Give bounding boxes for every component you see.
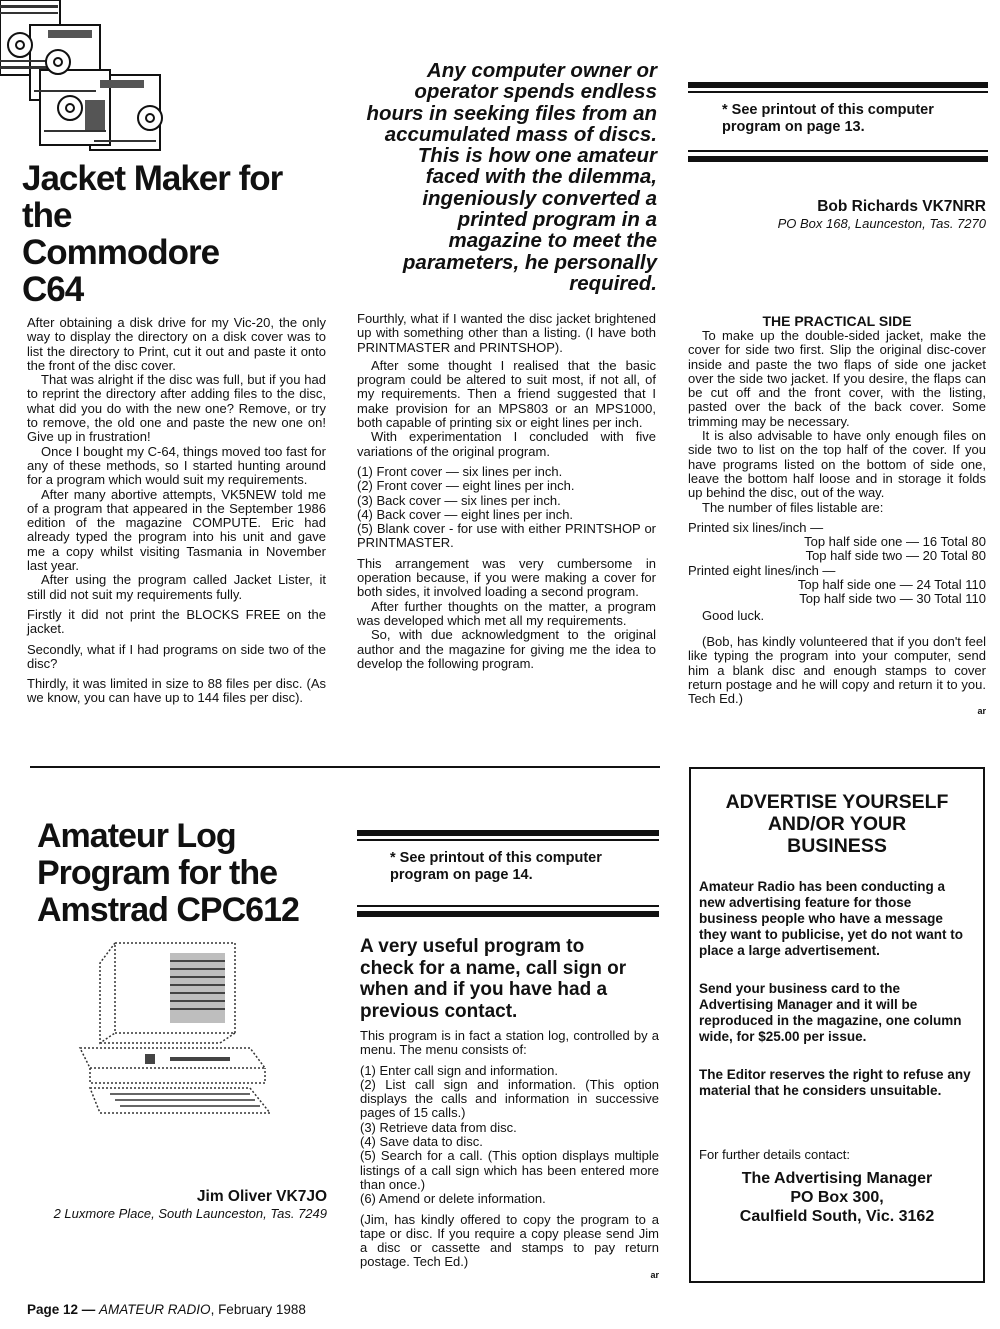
deck-line: parameters, he personally (402, 250, 657, 274)
article1-column2 (357, 312, 656, 671)
article1-column3 (688, 313, 986, 716)
subhead-line: A very useful program to (360, 936, 585, 957)
subhead-line: previous contact. (360, 1000, 518, 1022)
menu-list (360, 1064, 659, 1207)
note2-rule-top-thin (357, 839, 659, 841)
note-rule-top-thin (688, 91, 988, 93)
paragraph: To make up the double-sided jacket, make the cover for side two first. Slip the original disc-cover inside and paste the two flaps of side one jacket over the side two jacket. If you desire, the flaps can be cut off and the front cover, with the listing, pasted over the back of the back cover. Some trimming may be necessary. (688, 328, 986, 429)
article1-column1 (27, 316, 326, 712)
article2-title (37, 818, 357, 929)
note-line: * See printout of this computer (390, 850, 602, 866)
paragraph: Thirdly, it was limited in size to 88 files per disc. (As we know, you can have up to 144 files per disc). (27, 676, 326, 706)
list-item: (5) Search for a call. (This option displays multiple listings of a call sign which has been entered more than once.) (360, 1148, 659, 1192)
note2-rule-top (357, 830, 659, 836)
note-rule-top (688, 82, 988, 88)
paragraph: After further thoughts on the matter, a program was developed which met all my requirements. (357, 598, 656, 628)
note-line: program on page 14. (390, 867, 533, 883)
article2-title-line: Amstrad CPC612 (37, 891, 299, 929)
paragraph: After using the program called Jacket Lister, it still did not suit my requirements fully. (27, 572, 326, 602)
list-item: (2) List call sign and information. (This option displays the calls and information in successive pages of 15 calls.) (360, 1076, 659, 1121)
ad-paragraph: Amateur Radio has been conducting a new advertising feature for those business people who have a message they want to publicise, yet do not want to place a large advertisement. (699, 879, 964, 958)
editor-note: (Jim, has kindly offered to copy the program to a tape or disc. If you require a copy please send Jim a disc or cassette and stamps to pay return postage. Tech Ed.) (360, 1211, 659, 1270)
article1-title-line: Commodore (22, 233, 220, 272)
paragraph: After obtaining a disk drive for my Vic-20, the only way to display the directory on a disk cover was to list the directory to Print, cut it out and paste it onto the front of the disc cover. (27, 315, 326, 373)
practical-side-heading: THE PRACTICAL SIDE (762, 313, 912, 329)
list-item: (6) Amend or delete information. (360, 1191, 546, 1207)
table-row: Top half side two — 30 Total 110 (799, 591, 986, 607)
paragraph: So, with due acknowledgment to the original author and the magazine for giving me the idea to develop the following program. (357, 627, 656, 671)
note2-rule-bottom-thin (357, 905, 659, 907)
article2-body (360, 1029, 659, 1280)
deck-line: hours in seeking files from an (366, 101, 657, 125)
ad-paragraph: The Editor reserves the right to refuse any material that he considers unsuitable. (699, 1067, 971, 1098)
article1-title (22, 160, 342, 308)
deck-line: faced with the dilemma, (425, 165, 657, 189)
deck-line: magazine to meet the (448, 229, 657, 253)
ad-contact-line: The Advertising Manager (741, 1170, 933, 1187)
deck-line: This is how one amateur (417, 144, 657, 168)
list-item: (2) Front cover — eight lines per inch. (357, 478, 575, 494)
ad-contact-intro: For further details contact: (699, 1147, 851, 1162)
list-item: (3) Back cover — six lines per inch. (357, 492, 561, 508)
ad-heading-line: BUSINESS (787, 835, 887, 857)
note2-rule-bottom (357, 911, 659, 917)
note-line: program on page 13. (722, 119, 865, 135)
paragraph: Once I bought my C-64, things moved too fast for any of these methods, so I started hunting around for a program which would suit my requirements. (27, 443, 326, 488)
article1-author: Bob Richards VK7NRR (817, 198, 986, 215)
computer-illustration (70, 938, 270, 1118)
paragraph: The number of files listable are: (702, 499, 884, 515)
article1-printout-note (722, 102, 984, 136)
article2-title-line: Program for the (37, 854, 278, 892)
paragraph: This program is in fact a station log, controlled by a menu. The menu consists of: (360, 1028, 659, 1058)
subhead-line: when and if you have had a (360, 979, 608, 1000)
page-footer (27, 1302, 306, 1318)
end-mark: ar (650, 1269, 659, 1280)
article1-title-line: the (22, 196, 72, 235)
article2-author: Jim Oliver VK7JO (196, 1188, 327, 1205)
page-number: Page 12 — (27, 1302, 100, 1317)
deck-line: ingeniously converted a (422, 186, 657, 210)
table-row: Top half side two — 20 Total 80 (805, 548, 986, 564)
paragraph: Fourthly, what if I wanted the disc jacket brightened up with something other than a listing. (I have both PRINTMASTER and PRINTSHOP). (357, 311, 656, 355)
paragraph: This arrangement was very cumbersome in operation because, if you were making a cover for both sides, it involved loading a second program. (357, 555, 656, 600)
paragraph: Firstly it did not print the BLOCKS FREE on the jacket. (27, 606, 326, 637)
ad-heading (691, 791, 983, 857)
paragraph: With experimentation I concluded with five variations of the original program. (357, 429, 656, 459)
section-divider (30, 766, 660, 768)
list-item: (1) Front cover — six lines per inch. (357, 463, 563, 479)
article1-title-line: Jacket Maker for (22, 159, 283, 198)
paragraph: It is also advisable to have only enough files on side two to list on the top half of the cover. If you have programs listed on the bottom of side one, leave the bottom half loose and in storage it folds up behind the disc, out of the way. (688, 428, 986, 501)
deck-line: printed program in a (457, 208, 657, 232)
article2-title-line: Amateur Log (37, 817, 236, 855)
magazine-name: AMATEUR RADIO (99, 1302, 211, 1317)
article1-byline (688, 198, 986, 232)
ad-contact-line: Caulfield South, Vic. 3162 (739, 1208, 935, 1225)
article2-byline (0, 1188, 327, 1222)
deck-line: operator spends endless (414, 80, 657, 104)
paragraph: Secondly, what if I had programs on side two of the disc? (27, 641, 326, 671)
ad-heading-line: ADVERTISE YOURSELF (725, 791, 949, 813)
table-row: Top half side one — 16 Total 80 (804, 534, 986, 550)
editor-note: (Bob, has kindly volunteered that if you don't feel like typing the program into your computer, send him a blank disc and enough stamps to cover return postage and he will copy and return it to you. Tech Ed.) (688, 633, 986, 707)
floppy-discs-illustration (0, 0, 200, 160)
ad-contact (691, 1169, 983, 1226)
list-item: (3) Retrieve data from disc. (360, 1119, 517, 1135)
article1-address: PO Box 168, Launceston, Tas. 7270 (777, 216, 986, 231)
good-luck: Good luck. (702, 607, 765, 623)
table-label: Printed eight lines/inch — (688, 562, 836, 578)
article2-address: 2 Luxmore Place, South Launceston, Tas. 7249 (53, 1206, 327, 1221)
deck-line: accumulated mass of discs. (384, 122, 657, 146)
note-rule-bottom (688, 156, 988, 162)
end-mark: ar (977, 706, 986, 717)
list-item: (4) Back cover — eight lines per inch. (357, 506, 574, 522)
list-item: (1) Enter call sign and information. (360, 1062, 558, 1078)
list-item: (5) Blank cover - for use with either PRINTSHOP or PRINTMASTER. (357, 521, 656, 551)
note-rule-bottom-thin (688, 150, 988, 152)
paragraph: After some thought I realised that the basic program could be altered to suit most, if not all, of my requirements. Then a friend suggested that I make provision for an MPS803 or an MPS1000, both capable of printing six or eight lines per inch. (357, 357, 656, 431)
article1-deck (345, 60, 657, 294)
deck-line: Any computer owner or (426, 59, 657, 82)
ad-contact-line: PO Box 300, (790, 1189, 884, 1206)
paragraph: That was alright if the disc was full, but if you had to reprint the directory after adding files to the disc, what did you do with the new one? Remove, or try to remove, the old one and paste the new one on! Give up in frustration! (27, 372, 326, 445)
issue-date: , February 1988 (210, 1302, 306, 1317)
note-line: * See printout of this computer (722, 102, 934, 118)
article1-title-line: C64 (22, 270, 84, 309)
ad-paragraph: Send your business card to the Advertising Manager and it will be reproduced in the magazine, one column wide, for $25.00 per issue. (699, 981, 962, 1044)
table-row: Top half side one — 24 Total 110 (797, 577, 986, 593)
list-item: (4) Save data to disc. (360, 1134, 483, 1150)
cover-variations-list (357, 465, 656, 551)
ad-body (699, 879, 973, 1099)
deck-line: required. (569, 271, 657, 295)
ad-heading-line: AND/OR YOUR (767, 813, 907, 835)
article2-subhead (360, 936, 660, 1022)
table-label: Printed six lines/inch — (688, 519, 824, 535)
subhead-line: check for a name, call sign or (360, 957, 627, 979)
advertise-box (689, 767, 985, 1283)
article2-printout-note (390, 850, 658, 884)
files-table (688, 521, 986, 607)
paragraph: After many abortive attempts, VK5NEW told me of a program that appeared in the September 1986 edition of the magazine COMPUTE. Eric had already typed the program into his unit and gave me a copy whilst visiting Tasmania in November last year. (27, 486, 326, 574)
